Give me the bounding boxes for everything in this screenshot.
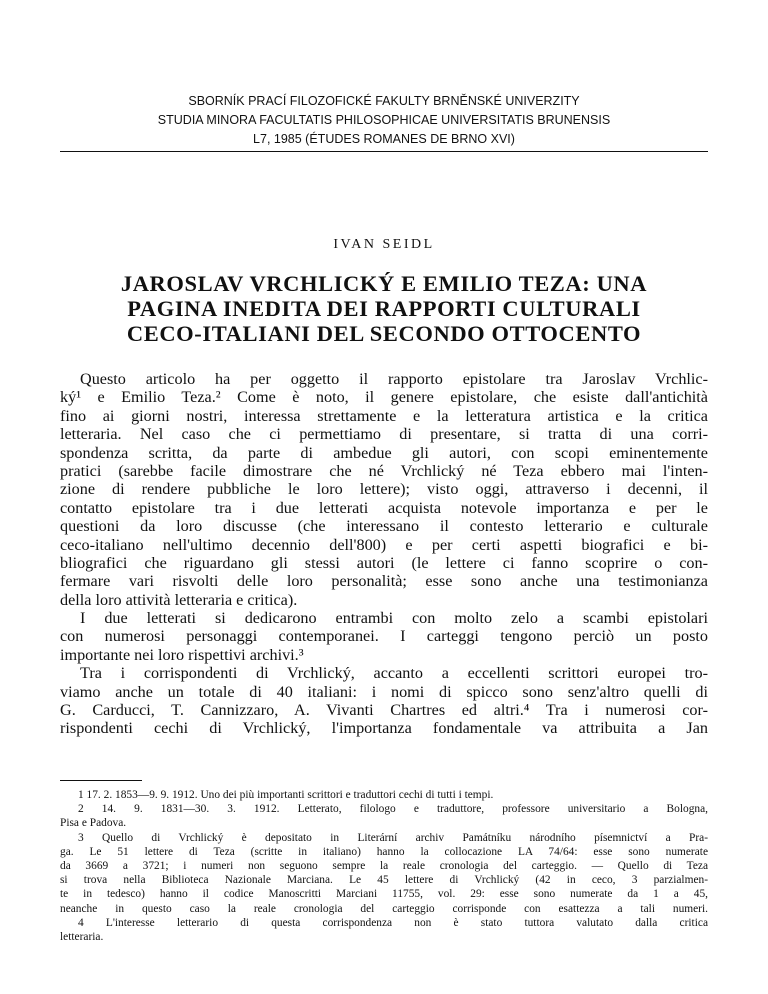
body-line: zione di rendere pubbliche le loro lettere); visto oggi, attraverso i decenni, il xyxy=(60,480,708,499)
footnote-line: neanche in questo caso la reale cronologia del carteggio corrisponde con esattezza a tali numeri. xyxy=(60,902,708,915)
body-line: fino ai giorni nostri, interessa strettamente e la letteratura artistica e la critica xyxy=(60,406,708,425)
footnote-line: ga. Le 51 lettere di Teza (scritte in italiano) hanno la collocazione LA 74/64: esse sono numerate xyxy=(60,845,708,858)
body-line: spondenza scritta, da parte di ambedue gli autori, con scopi eminentemente xyxy=(60,443,708,462)
header-rule xyxy=(60,151,708,152)
author-name: IVAN SEIDL xyxy=(333,237,435,252)
body-line: questioni da loro discusse (che interessano il contesto letterario e culturale xyxy=(60,517,708,536)
body-line: fermare vari risvolti delle loro personalità; esse sono anche una testimonianza xyxy=(60,572,708,591)
footnote-line: 1 17. 2. 1853—9. 9. 1912. Uno dei più importanti scrittori e traduttori cechi di tutti i tempi. xyxy=(78,789,494,801)
journal-header xyxy=(60,92,708,149)
footnote-line: letteraria. xyxy=(60,930,104,943)
body-line: Questo articolo ha per oggetto il rapporto epistolare tra Jaroslav Vrchlic- xyxy=(80,370,708,388)
footnote-line: 3 Quello di Vrchlický è depositato in Literární archiv Památníku národního písemnictví a Pra- xyxy=(78,831,708,844)
body-line: Tra i corrispondenti di Vrchlický, accanto a eccellenti scrittori europei tro- xyxy=(80,664,708,683)
body-line: G. Carducci, T. Cannizzaro, A. Vivanti Chartres ed altri.⁴ Tra i numerosi cor- xyxy=(60,701,708,720)
footnote-line: 4 L'interesse letterario di questa corrispondenza non è stato tuttora valutato dalla critica xyxy=(78,916,708,929)
body-line: letteraria. Nel caso che ci permettiamo di presentare, si tratta di una corri- xyxy=(60,425,708,444)
title-line: JAROSLAV VRCHLICKÝ E EMILIO TEZA: UNA xyxy=(120,271,648,296)
footnote-line: si trova nella Biblioteca Nazionale Marciana. Le 45 lettere di Vrchlický (42 in ceco, 3 parzialmen- xyxy=(60,874,708,887)
body-line: viamo anche un totale di 40 italiani: i nomi di spicco sono senz'altro quelli di xyxy=(60,682,708,701)
title-line: PAGINA INEDITA DEI RAPPORTI CULTURALI xyxy=(127,296,641,321)
body-line: pratici (sarebbe facile dimostrare che né Vrchlický né Teza ebbero mai l'inten- xyxy=(60,461,708,480)
body-line: bliografici che riguardano gli stessi autori (le lettere ci fanno scoprire o con- xyxy=(60,553,708,572)
footnote-line: te in tedesco) hanno il codice Manoscritti Marciani 11755, vol. 29: esse sono numerate da 1 a 45, xyxy=(60,888,708,901)
journal-header-line: SBORNÍK PRACÍ FILOZOFICKÉ FAKULTY BRNĚNSKÉ UNIVERZITY xyxy=(188,94,580,108)
journal-header-line: L7, 1985 (ÉTUDES ROMANES DE BRNO XVI) xyxy=(253,132,515,146)
journal-header-line: STUDIA MINORA FACULTATIS PHILOSOPHICAE UNIVERSITATIS BRUNENSIS xyxy=(157,113,611,127)
body-line: contatto epistolare tra i due letterati acquista notevole importanza e per le xyxy=(60,498,708,517)
body-line: ký¹ e Emilio Teza.² Come è noto, il genere epistolare, che esiste dall'antichità xyxy=(60,388,708,407)
body-line: rispondenti cechi di Vrchlický, l'importanza fondamentale va attribuita a Jan xyxy=(60,719,708,738)
article-title xyxy=(40,271,728,346)
body-line: ceco-italiano nell'ultimo decennio dell'800) e per certi aspetti biografici e bi- xyxy=(60,535,708,554)
body-line: I due letterati si dedicarono entrambi con molto zelo a scambi epistolari xyxy=(80,609,708,628)
title-line: CECO-ITALIANI DEL SECONDO OTTOCENTO xyxy=(126,321,642,346)
footnote-rule xyxy=(60,780,142,781)
body-line: della loro attività letteraria e critica). xyxy=(60,590,298,609)
footnote-line: 2 14. 9. 1831—30. 3. 1912. Letterato, filologo e traduttore, professore universitario a Bologna, xyxy=(78,803,708,816)
body-line: con numerosi personaggi contemporanei. I carteggi tengono perciò un posto xyxy=(60,627,708,646)
footnotes xyxy=(60,788,708,944)
body-line: importante nei loro rispettivi archivi.³ xyxy=(60,645,304,664)
footnote-line: da 3669 a 3721; i numeri non seguono sempre la reale cronologia del carteggio. — Quello di Teza xyxy=(60,859,708,872)
footnote-line: Pisa e Padova. xyxy=(60,817,127,830)
article-body xyxy=(60,370,708,738)
